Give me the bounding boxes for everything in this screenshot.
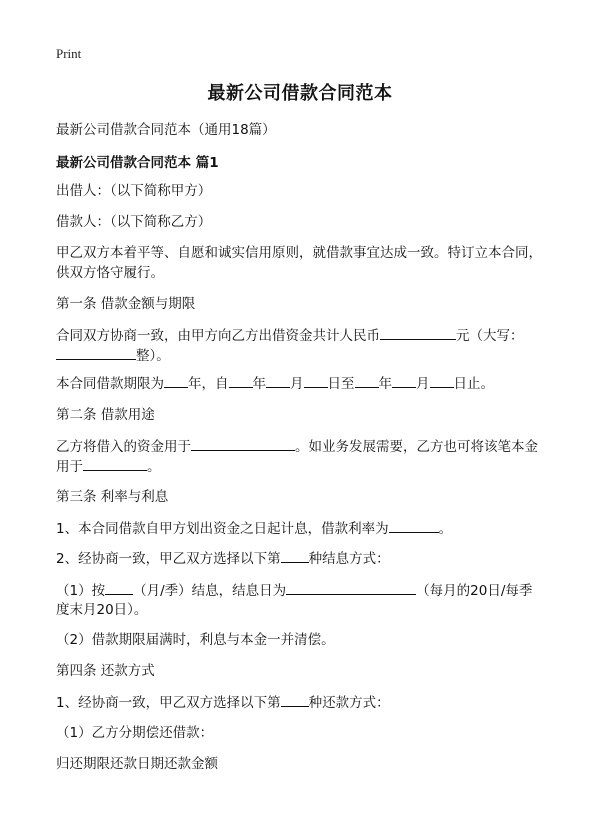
text: 2、经协商一致，甲乙双方选择以下第 xyxy=(56,551,281,567)
text: 月 xyxy=(416,376,430,392)
article-1-heading: 第一条 借款金额与期限 xyxy=(56,296,196,312)
text: 用于 xyxy=(56,459,83,475)
text: 合同双方协商一致，由甲方向乙方出借资金共计人民币 xyxy=(56,328,380,344)
start-day-blank[interactable] xyxy=(304,373,328,388)
article-2-heading: 第二条 借款用途 xyxy=(56,407,155,423)
article-3-option-1-line-1 xyxy=(56,580,556,601)
article-3-option-1-line-2: 度末月20日）。 xyxy=(56,602,148,618)
article-1-amount-line-2 xyxy=(56,345,556,366)
text: 年，自 xyxy=(188,376,229,392)
text: 。 xyxy=(438,521,453,537)
text: 日至 xyxy=(327,376,355,392)
document-subtitle: 最新公司借款合同范本（通用18篇） xyxy=(56,122,276,138)
amount-blank[interactable] xyxy=(380,325,456,340)
text: 种结息方式： xyxy=(308,551,390,567)
end-day-blank[interactable] xyxy=(430,373,454,388)
article-3-item-1 xyxy=(56,518,556,539)
repayment-method-choice-blank[interactable] xyxy=(281,692,309,707)
interest-rate-blank[interactable] xyxy=(389,518,439,533)
text: 整）。 xyxy=(136,348,170,364)
interest-method-choice-blank[interactable] xyxy=(281,548,309,563)
section-heading: 最新公司借款合同范本 篇1 xyxy=(56,155,219,171)
repayment-table-header: 归还期限还款日期还款金额 xyxy=(56,756,218,772)
text: 种还款方式： xyxy=(308,695,390,711)
article-3-heading: 第三条 利率与利息 xyxy=(56,489,169,505)
text: 年 xyxy=(378,376,392,392)
article-4-option-1: （1）乙方分期偿还借款： xyxy=(56,725,214,741)
preamble-line-1: 甲乙双方本着平等、自愿和诚实信用原则，就借款事宜达成一致。特订立本合同， xyxy=(56,245,542,261)
purpose-blank[interactable] xyxy=(191,436,295,451)
text: 年 xyxy=(252,376,266,392)
print-link[interactable]: Print xyxy=(56,46,82,61)
lender-line: 出借人：（以下简称甲方） xyxy=(56,183,212,199)
article-4-heading: 第四条 还款方式 xyxy=(56,663,155,679)
text: 本合同借款期限为 xyxy=(56,376,164,392)
article-3-option-2: （2）借款期限届满时，利息与本金一并清偿。 xyxy=(56,632,335,648)
article-1-amount-line-1 xyxy=(56,325,556,346)
text: 1、经协商一致，甲乙双方选择以下第 xyxy=(56,695,281,711)
article-2-purpose-line-1 xyxy=(56,436,556,457)
settlement-period-blank[interactable] xyxy=(105,580,133,595)
article-3-item-2 xyxy=(56,548,556,569)
start-month-blank[interactable] xyxy=(266,373,290,388)
end-year-blank[interactable] xyxy=(355,373,379,388)
text: 月 xyxy=(290,376,304,392)
text: 1、本合同借款自甲方划出资金之日起计息，借款利率为 xyxy=(56,521,389,537)
term-years-blank[interactable] xyxy=(164,373,188,388)
document-title: 最新公司借款合同范本 xyxy=(207,83,393,104)
borrower-line: 借款人：（以下简称乙方） xyxy=(56,214,212,230)
settlement-date-blank[interactable] xyxy=(286,580,416,595)
article-1-term-line xyxy=(56,373,556,394)
text: （月/季）结息，结息日为 xyxy=(133,583,287,599)
end-month-blank[interactable] xyxy=(392,373,416,388)
article-2-purpose-line-2 xyxy=(56,456,556,477)
text: （1）按 xyxy=(56,583,106,599)
text: （每月的20日/每季 xyxy=(416,583,533,599)
text: 元（大写： xyxy=(456,328,524,344)
text: 乙方将借入的资金用于 xyxy=(56,439,191,455)
text: 日止。 xyxy=(453,376,494,392)
alternate-purpose-blank[interactable] xyxy=(83,456,147,471)
text: 。如业务发展需要，乙方也可将该笔本金 xyxy=(295,439,538,455)
amount-uppercase-blank[interactable] xyxy=(56,345,136,360)
preamble-line-2: 供双方恪守履行。 xyxy=(56,265,164,281)
text: 。 xyxy=(147,459,161,475)
article-4-item-1 xyxy=(56,692,556,713)
start-year-blank[interactable] xyxy=(229,373,253,388)
